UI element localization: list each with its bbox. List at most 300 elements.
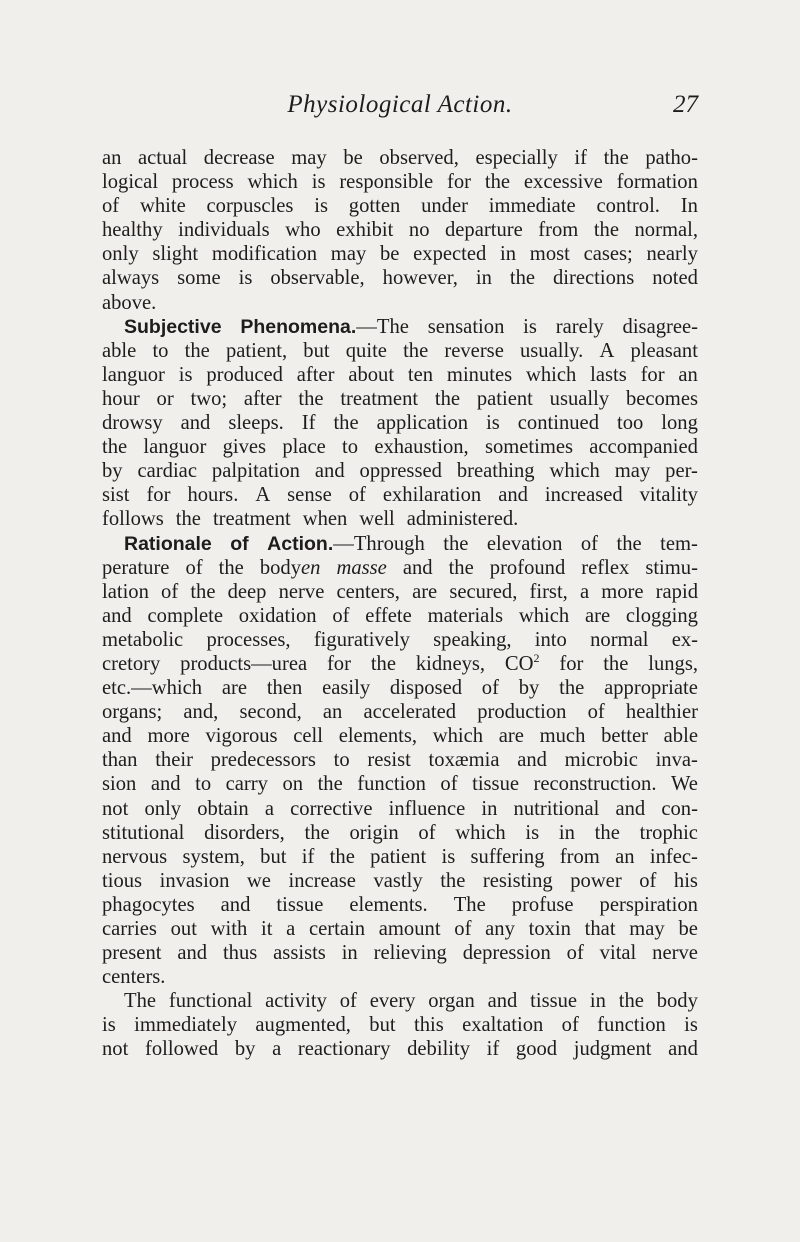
word: Rationale	[124, 532, 212, 555]
word: and	[498, 484, 528, 507]
word: for	[326, 652, 351, 675]
word: the	[484, 171, 511, 194]
word: follows	[102, 508, 164, 531]
word: of	[587, 701, 605, 724]
word: for	[146, 484, 171, 507]
word: toxæmia	[428, 749, 500, 772]
word: for	[559, 652, 584, 675]
word: the	[370, 652, 396, 675]
word: to	[333, 749, 350, 772]
word: the	[403, 339, 429, 362]
word: oxidation	[238, 604, 317, 627]
word: and	[177, 942, 208, 965]
word: deep	[227, 580, 267, 603]
word: the	[594, 821, 620, 844]
word: accelerated	[363, 701, 457, 724]
word: elements.	[349, 893, 428, 916]
word: of	[161, 580, 179, 603]
word: logical	[102, 171, 159, 194]
word: nerve	[278, 580, 325, 603]
word: than	[102, 749, 138, 772]
word: white	[139, 195, 186, 218]
word: actual	[138, 147, 188, 169]
word: the	[190, 580, 216, 603]
text-line	[102, 507, 698, 531]
word: patho-	[645, 147, 698, 169]
word: trophic	[639, 821, 698, 844]
word: vitality	[639, 484, 698, 507]
word: languor	[102, 363, 165, 386]
word: disposed	[389, 677, 462, 700]
word: patient,	[225, 339, 288, 362]
word: appropriate	[604, 677, 698, 700]
word: and	[668, 1038, 698, 1061]
word: when	[302, 508, 348, 531]
word: of	[102, 195, 120, 218]
word: above.	[102, 291, 157, 314]
text-line	[102, 700, 698, 724]
word: Action.—Through	[267, 532, 425, 555]
word: the	[304, 821, 330, 844]
word: usually	[549, 387, 610, 410]
word: and	[615, 797, 646, 820]
word: second,	[239, 701, 302, 724]
word: on	[282, 773, 304, 796]
word: lasts	[590, 363, 627, 386]
word: excessive	[523, 171, 603, 194]
word: and	[180, 412, 211, 435]
word: obtain	[197, 797, 249, 820]
word: kidneys,	[415, 652, 486, 675]
word: after	[296, 363, 335, 386]
word: vital	[599, 942, 637, 965]
text-line	[102, 724, 698, 748]
page-number: 27	[673, 91, 698, 118]
word: hours.	[187, 484, 239, 507]
word: reflex	[581, 556, 630, 579]
word: reconstruction.	[533, 773, 657, 796]
word: exhaustion,	[374, 436, 469, 459]
word: their	[155, 749, 193, 772]
word: of	[185, 556, 203, 579]
word: tem-	[660, 532, 698, 555]
word: his	[673, 869, 698, 892]
word: the	[448, 556, 474, 579]
word: in	[475, 267, 492, 290]
word: phagocytes	[102, 893, 195, 916]
word: profound	[489, 556, 566, 579]
word: depression	[462, 942, 551, 965]
word: treatment	[340, 387, 419, 410]
word: rapid	[655, 580, 698, 603]
text-line	[102, 941, 698, 965]
word: function	[357, 773, 426, 796]
word: an	[615, 845, 635, 868]
word: and	[314, 460, 345, 483]
word: this	[413, 1014, 444, 1037]
word: sometimes	[484, 436, 574, 459]
word: after	[243, 387, 282, 410]
word: carries	[102, 918, 157, 940]
word: nearly	[646, 243, 698, 266]
text-line	[102, 387, 698, 411]
word: is	[525, 821, 540, 844]
word: individuals	[178, 219, 270, 242]
word: metabolic	[102, 628, 184, 651]
word: followed	[144, 1038, 219, 1061]
text-line	[102, 989, 698, 1013]
word: present	[102, 942, 162, 965]
word: corrective	[290, 797, 373, 820]
word: which	[247, 171, 298, 194]
word: from	[538, 219, 579, 242]
word: we	[246, 869, 271, 892]
word: of	[440, 773, 458, 796]
word: are	[221, 677, 248, 700]
word: if	[486, 1038, 500, 1061]
word: healthier	[625, 701, 698, 724]
word: stimu-	[645, 556, 698, 579]
word: is	[311, 171, 326, 194]
word: into	[534, 628, 567, 651]
word: elements,	[338, 725, 418, 748]
running-head	[102, 91, 698, 131]
word: able	[102, 339, 137, 362]
word: be	[678, 918, 698, 940]
word: cases;	[583, 243, 633, 266]
word: lation	[102, 580, 149, 603]
text-line	[102, 170, 698, 194]
word: easily	[322, 677, 371, 700]
word: perature	[102, 556, 170, 579]
word: formation	[616, 171, 698, 194]
word: centers,	[336, 580, 400, 603]
word: elevation	[486, 532, 563, 555]
word: may	[291, 147, 327, 169]
word: corpuscles	[206, 195, 294, 218]
word: decrease	[203, 147, 275, 169]
word: who	[285, 219, 321, 242]
word: becomes	[625, 387, 698, 410]
word: figuratively	[313, 628, 410, 651]
word: gives	[222, 436, 267, 459]
word: no	[408, 219, 430, 242]
word: judgment	[573, 1038, 652, 1061]
text-line	[102, 917, 698, 941]
word: infec-	[649, 845, 698, 868]
word: process	[171, 171, 234, 194]
text-line	[102, 893, 698, 917]
word: reverse	[444, 339, 504, 362]
text-line	[102, 483, 698, 507]
word: is	[486, 412, 500, 435]
text-line	[102, 194, 698, 218]
word: the	[298, 387, 324, 410]
word: thus	[222, 942, 258, 965]
word: and	[487, 990, 518, 1013]
word: the	[317, 773, 343, 796]
word: departure	[445, 219, 523, 242]
word: only	[102, 243, 139, 266]
word: gotten	[348, 195, 401, 218]
word: nutritional	[513, 797, 600, 820]
word: and	[517, 749, 547, 772]
word: able	[663, 725, 698, 748]
running-title: Physiological Action.	[287, 91, 513, 118]
word: may	[330, 243, 367, 266]
word: be	[379, 243, 400, 266]
text-line	[102, 652, 698, 676]
word: tissue	[276, 893, 324, 916]
word: bodyen	[259, 556, 321, 579]
word: to	[195, 773, 212, 796]
word: every	[369, 990, 416, 1013]
word: system,	[182, 845, 245, 868]
word: normal	[590, 628, 649, 651]
word: con-	[661, 797, 698, 820]
word: if	[301, 845, 315, 868]
word: function	[597, 1014, 666, 1037]
text-line	[102, 459, 698, 483]
word: minutes	[446, 363, 513, 386]
word: for	[447, 171, 472, 194]
word: hour	[102, 387, 140, 410]
word: sense	[287, 484, 332, 507]
word: especially	[475, 147, 558, 169]
word: some	[177, 267, 221, 290]
word: lungs,	[648, 652, 698, 675]
word: drowsy	[102, 412, 163, 435]
word: complete	[147, 604, 223, 627]
word: exhibit	[336, 219, 394, 242]
word: more	[601, 580, 644, 603]
word: influence	[388, 797, 466, 820]
word: per-	[665, 460, 698, 483]
text-line	[102, 1037, 698, 1061]
word: is	[523, 315, 537, 338]
word: increased	[544, 484, 623, 507]
body-text	[102, 146, 698, 1062]
word: first,	[529, 580, 568, 603]
word: quite	[345, 339, 387, 362]
word: which	[455, 821, 506, 844]
text-line	[102, 339, 698, 363]
word: any	[485, 918, 515, 940]
word: by	[234, 1038, 256, 1061]
word: disorders,	[204, 821, 285, 844]
word: patient	[370, 845, 427, 868]
word: exhilaration	[382, 484, 482, 507]
text-line	[102, 821, 698, 845]
word: not	[102, 797, 129, 820]
word: that	[584, 918, 616, 940]
word: cell	[293, 725, 323, 748]
word: secured,	[449, 580, 518, 603]
word: cretory	[102, 652, 161, 675]
word: expected	[413, 243, 487, 266]
word: for	[640, 363, 665, 386]
word: a	[272, 1038, 282, 1061]
word: toxin	[528, 918, 571, 940]
word: suffering	[470, 845, 545, 868]
word: too	[616, 412, 644, 435]
text-line	[102, 772, 698, 796]
word: and	[150, 773, 181, 796]
word: however,	[382, 267, 458, 290]
text-line	[102, 965, 698, 989]
word: are	[584, 604, 611, 627]
word: a	[286, 918, 296, 940]
word: in	[481, 797, 498, 820]
word: is	[178, 363, 193, 386]
word: of	[418, 821, 436, 844]
word: sensation	[427, 315, 505, 338]
word: by	[518, 677, 540, 700]
word: the	[443, 532, 469, 555]
word: an	[322, 701, 343, 724]
word: assists	[273, 942, 326, 965]
text-line	[102, 242, 698, 266]
word: nerve	[652, 942, 698, 965]
word: most	[529, 243, 570, 266]
word: effete	[365, 604, 412, 627]
word: application	[376, 412, 469, 435]
word: tissue	[530, 990, 578, 1013]
word: the	[559, 677, 585, 700]
word: may	[629, 918, 665, 940]
word: of	[454, 918, 472, 940]
word: exaltation	[462, 1014, 544, 1037]
word: nervous	[102, 845, 168, 868]
word: observed,	[379, 147, 459, 169]
text-line	[102, 628, 698, 652]
word: from	[559, 845, 600, 868]
word: noted	[652, 267, 698, 290]
word: better	[601, 725, 648, 748]
word: the	[333, 412, 359, 435]
word: disagree-	[622, 315, 698, 338]
word: usually.	[519, 339, 584, 362]
word: is	[102, 1014, 116, 1037]
text-line	[102, 748, 698, 772]
word: the	[218, 556, 244, 579]
word: the	[509, 267, 536, 290]
word: resist	[367, 749, 411, 772]
word: sist	[102, 484, 130, 507]
word: produced	[206, 363, 283, 386]
word: rarely	[555, 315, 604, 338]
word: but	[369, 1014, 396, 1037]
word: may	[614, 460, 651, 483]
word: We	[671, 773, 698, 796]
word: breathing	[456, 460, 535, 483]
word: control.	[596, 195, 660, 218]
word: accompanied	[589, 436, 698, 459]
word: of	[481, 677, 499, 700]
word: $CO^2$	[504, 650, 540, 675]
word: a	[579, 580, 590, 603]
word: body	[656, 990, 698, 1013]
word: which	[525, 363, 577, 386]
word: healthy	[102, 219, 163, 242]
word: In	[680, 195, 698, 218]
word: observable,	[270, 267, 365, 290]
word: of	[230, 532, 249, 555]
word: of	[566, 942, 584, 965]
word: reactionary	[297, 1038, 391, 1061]
word: and	[402, 556, 433, 579]
word: materials	[427, 604, 504, 627]
word: etc.—which	[102, 677, 203, 700]
word: speaking,	[433, 628, 512, 651]
word: normal,	[634, 219, 698, 242]
text-line	[102, 363, 698, 387]
word: microbic	[564, 749, 638, 772]
word: but	[260, 845, 287, 868]
word: oppressed	[359, 460, 442, 483]
word: The	[124, 990, 157, 1013]
text-line	[102, 556, 698, 580]
word: immediately	[134, 1014, 238, 1037]
word: if	[574, 147, 587, 169]
word: not	[102, 1038, 129, 1061]
word: and	[102, 725, 132, 748]
text-line	[102, 580, 698, 604]
word: be	[343, 147, 363, 169]
word: the	[618, 990, 644, 1013]
word: ten	[407, 363, 434, 386]
text-line	[102, 845, 698, 869]
word: If	[301, 412, 316, 435]
word: power	[570, 869, 622, 892]
word: by	[102, 460, 123, 483]
text-line	[102, 315, 698, 339]
word: is	[441, 845, 456, 868]
word: activity	[265, 990, 327, 1013]
word: and	[102, 604, 132, 627]
word: clogging	[625, 604, 698, 627]
word: directions	[553, 267, 635, 290]
word: responsible	[339, 171, 434, 194]
word: origin	[349, 821, 399, 844]
word: about	[348, 363, 395, 386]
word: tious	[102, 869, 143, 892]
word: of	[348, 484, 366, 507]
text-line	[102, 218, 698, 242]
word: always	[102, 267, 160, 290]
word: the	[434, 387, 461, 410]
word: the	[593, 219, 619, 242]
word: perspiration	[599, 893, 698, 916]
word: two;	[190, 387, 228, 410]
word: the	[603, 652, 629, 675]
word: out	[170, 918, 197, 940]
word: in	[558, 821, 575, 844]
word: languor	[143, 436, 207, 459]
word: under	[421, 195, 468, 218]
word: of	[332, 604, 350, 627]
word: cardiac	[137, 460, 197, 483]
word: relieving	[373, 942, 447, 965]
word: debility	[407, 1038, 471, 1061]
word: to	[342, 436, 359, 459]
word: centers.	[102, 966, 166, 989]
word: A	[599, 339, 615, 362]
word: augmented,	[255, 1014, 351, 1037]
word: with	[210, 918, 248, 940]
text-line	[102, 604, 698, 628]
word: an	[678, 363, 698, 386]
